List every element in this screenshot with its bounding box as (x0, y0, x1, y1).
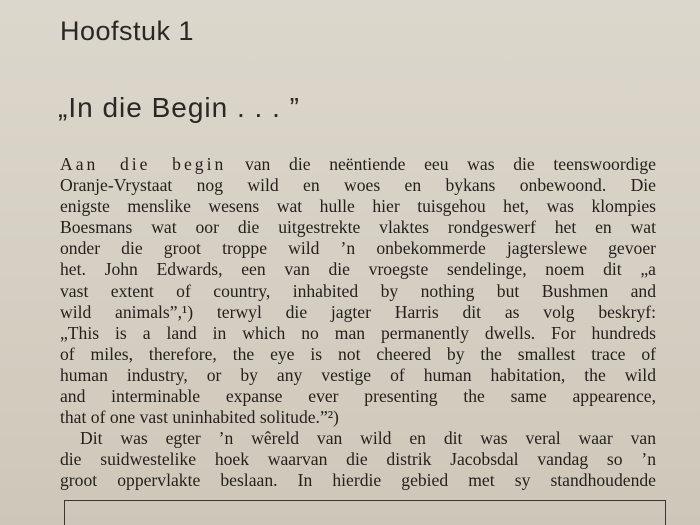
paragraph-2-line: groot oppervlakte beslaan. In hierdie gebied met sy standhoudende (60, 470, 656, 491)
paragraph-1-line: enigste menslike wesens wat hulle hier tuisgehou het, was klompies (60, 196, 656, 217)
paragraph-1-line: and interminable expanse ever presenting the same appearence, (60, 386, 656, 407)
paragraph-1-line: that of one vast uninhabited solitude.”²) (60, 407, 339, 428)
paragraph-1-line: wild animals”,¹) terwyl die jagter Harris dit as volg beskryf: (60, 301, 656, 322)
paragraph-1-line: human industry, or by any vestige of human habitation, the wild (60, 364, 656, 385)
paragraph-1-line: onder die groot troppe wild ’n onbekommerde jagterslewe gevoer (60, 238, 656, 259)
paragraph-1-line-1: Aan die begin van die neëntiende eeu was die teenswoordige (60, 154, 656, 174)
text-box-frame (64, 500, 666, 525)
paragraph-1-line: het. John Edwards, een van die vroegste sendelinge, noem dit „a (60, 259, 656, 280)
opening-words: Aan die begin (60, 154, 227, 174)
paragraph-1-line: of miles, therefore, the eye is not cheered by the smallest trace of (60, 343, 656, 364)
chapter-heading: Hoofstuk 1 (60, 16, 195, 46)
body-text (60, 154, 656, 492)
paragraph-2-line: die suidwestelike hoek waarvan die distrik Jacobsdal vandag so ’n (60, 449, 656, 470)
paragraph-1-line: Oranje-Vrystaat nog wild en woes en bykans onbewoond. Die (60, 175, 656, 196)
paragraph-1-line: vast extent of country, inhabited by nothing but Bushmen and (60, 280, 656, 301)
paragraph-2-line: Dit was egter ’n wêreld van wild en dit was veral waar van (80, 428, 656, 449)
paragraph-1-line: Boesmans wat oor die uitgestrekte vlaktes rondgeswerf het en wat (60, 217, 656, 238)
paragraph-1-line: „This is a land in which no man permanently dwells. For hundreds (60, 322, 656, 343)
section-title: „In die Begin . . . ” (58, 92, 300, 123)
